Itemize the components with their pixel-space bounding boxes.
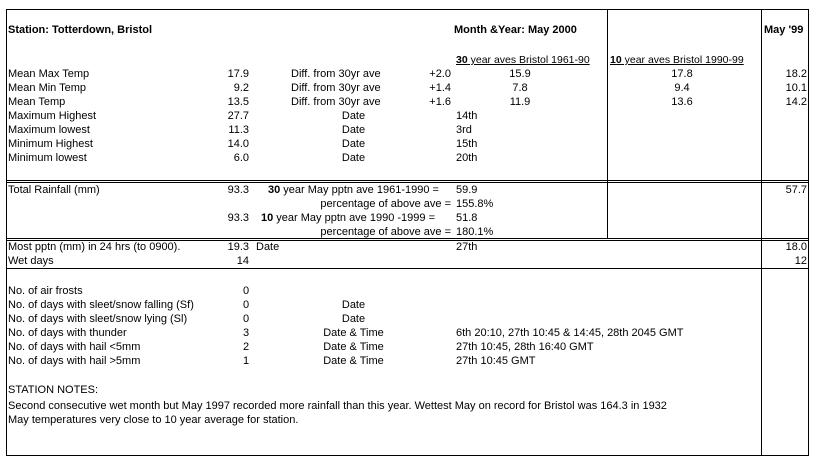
rainfall-ave30-rest: year May pptn ave 1961-1990 = <box>280 184 439 196</box>
pptn-date: 27th <box>456 241 478 253</box>
extreme-date: 20th <box>456 152 478 164</box>
count-value: 0 <box>242 285 250 297</box>
extreme-date-label: Date <box>341 138 366 150</box>
ave10-header-rest: year aves Bristol 1990-99 <box>621 54 744 66</box>
wetdays-may99: 12 <box>794 255 807 267</box>
extreme-label: Minimum Highest <box>8 138 93 150</box>
extreme-value: 6.0 <box>233 152 249 164</box>
count-label: No. of days with hail <5mm <box>8 341 141 353</box>
temp-may99: 10.1 <box>785 82 807 94</box>
count-value: 3 <box>242 327 250 339</box>
extreme-value: 14.0 <box>227 138 249 150</box>
rainfall-ave30-value: 59.9 <box>456 184 478 196</box>
count-date-label: Date & Time <box>323 341 384 353</box>
extreme-date-label: Date <box>341 110 366 122</box>
pptn-label: Most pptn (mm) in 24 hrs (to 0900). <box>8 241 181 253</box>
count-value: 1 <box>242 355 250 367</box>
temp-value: 9.2 <box>233 82 249 94</box>
temp-ave10: 13.6 <box>671 96 693 108</box>
rainfall-ave10-text <box>261 212 435 225</box>
may99-header: May '99 <box>764 24 804 36</box>
extreme-label: Minimum lowest <box>8 152 87 164</box>
rainfall-ave30-bold: 30 <box>268 184 281 196</box>
extreme-date-label: Date <box>341 124 366 136</box>
rule-after-wetdays <box>6 268 809 269</box>
left-border <box>6 9 7 456</box>
count-date: 27th 10:45, 28th 16:40 GMT <box>456 341 594 353</box>
bottom-border <box>6 455 809 456</box>
rainfall-label: Total Rainfall (mm) <box>8 184 100 196</box>
ave30-header-rest: year aves Bristol 1961-90 <box>467 54 590 66</box>
count-date: 27th 10:45 GMT <box>456 355 536 367</box>
count-date-label: Date <box>341 313 366 325</box>
temp-ave10: 17.8 <box>671 68 693 80</box>
top-border <box>6 9 809 10</box>
rainfall-ave30-text <box>268 184 439 197</box>
ave30-header <box>456 54 590 67</box>
wetdays-value: 14 <box>236 255 249 267</box>
rule-before-rainfall-2 <box>6 182 809 183</box>
count-label: No. of air frosts <box>8 285 83 297</box>
rainfall-ave10-rest: year May pptn ave 1990 -1999 = <box>273 212 435 224</box>
extreme-date-label: Date <box>341 152 366 164</box>
pptn-value: 19.3 <box>227 241 249 253</box>
extreme-date: 14th <box>456 110 478 122</box>
ave10-header <box>610 54 744 67</box>
temp-may99: 14.2 <box>785 96 807 108</box>
weather-summary-sheet <box>6 9 809 456</box>
count-date-label: Date & Time <box>323 355 384 367</box>
temp-ave30: 15.9 <box>509 68 531 80</box>
rainfall-pct-label-2: percentage of above ave = <box>320 226 451 238</box>
temp-diff-label: Diff. from 30yr ave <box>291 82 381 94</box>
right-border <box>808 9 809 456</box>
extreme-label: Maximum lowest <box>8 124 90 136</box>
extreme-label: Maximum Highest <box>8 110 97 122</box>
count-label: No. of days with sleet/snow falling (Sf) <box>8 299 194 311</box>
temp-may99: 18.2 <box>785 68 807 80</box>
count-date-label: Date <box>341 299 366 311</box>
count-value: 0 <box>242 313 250 325</box>
rainfall-may99: 57.7 <box>785 184 807 196</box>
col-divider-10yr <box>607 9 608 238</box>
count-label: No. of days with hail >5mm <box>8 355 141 367</box>
temp-value: 17.9 <box>227 68 249 80</box>
extreme-value: 27.7 <box>227 110 249 122</box>
temp-diff-label: Diff. from 30yr ave <box>291 96 381 108</box>
notes-line-2: May temperatures very close to 10 year average for station. <box>8 414 299 426</box>
extreme-value: 11.3 <box>228 124 249 136</box>
col-divider-may99 <box>761 9 762 456</box>
station-title: Station: Totterdown, Bristol <box>8 24 153 36</box>
temp-label: Mean Min Temp <box>8 82 87 94</box>
count-date-label: Date & Time <box>323 327 384 339</box>
rainfall-pct-2: 180.1% <box>456 226 494 238</box>
temp-diff-label: Diff. from 30yr ave <box>291 68 381 80</box>
extreme-date: 15th <box>456 138 478 150</box>
temp-label: Mean Max Temp <box>8 68 90 80</box>
pptn-may99: 18.0 <box>785 241 807 253</box>
extreme-date: 3rd <box>456 124 472 136</box>
temp-ave30: 11.9 <box>509 96 531 108</box>
temp-diff: +1.4 <box>429 82 451 94</box>
rainfall-pct-1: 155.8% <box>456 198 494 210</box>
wetdays-label: Wet days <box>8 255 54 267</box>
month-year: Month &Year: May 2000 <box>454 24 577 36</box>
ave30-header-bold: 30 <box>456 54 468 66</box>
rainfall-ave10-value: 51.8 <box>456 212 478 224</box>
rainfall-value-1: 93.3 <box>227 184 249 196</box>
notes-heading: STATION NOTES: <box>8 384 99 396</box>
temp-ave30: 7.8 <box>512 82 528 94</box>
count-date: 6th 20:10, 27th 10:45 & 14:45, 28th 2045 GMT <box>456 327 684 339</box>
count-value: 2 <box>242 341 250 353</box>
count-label: No. of days with thunder <box>8 327 127 339</box>
count-label: No. of days with sleet/snow lying (Sl) <box>8 313 188 325</box>
temp-diff: +2.0 <box>429 68 451 80</box>
temp-ave10: 9.4 <box>674 82 690 94</box>
rainfall-ave10-bold: 10 <box>261 212 274 224</box>
count-value: 0 <box>242 299 250 311</box>
temp-diff: +1.6 <box>429 96 451 108</box>
ave10-header-bold: 10 <box>610 54 622 66</box>
rainfall-pct-label-1: percentage of above ave = <box>320 198 451 210</box>
rule-before-rainfall-1 <box>6 180 809 181</box>
temp-value: 13.5 <box>227 96 249 108</box>
notes-line-1: Second consecutive wet month but May 1997 recorded more rainfall than this year. Wettest May on record for Bristol was 164.3 in 1932 <box>8 400 667 412</box>
rainfall-value-2: 93.3 <box>227 212 249 224</box>
pptn-date-label: Date <box>256 241 280 253</box>
temp-label: Mean Temp <box>8 96 66 108</box>
